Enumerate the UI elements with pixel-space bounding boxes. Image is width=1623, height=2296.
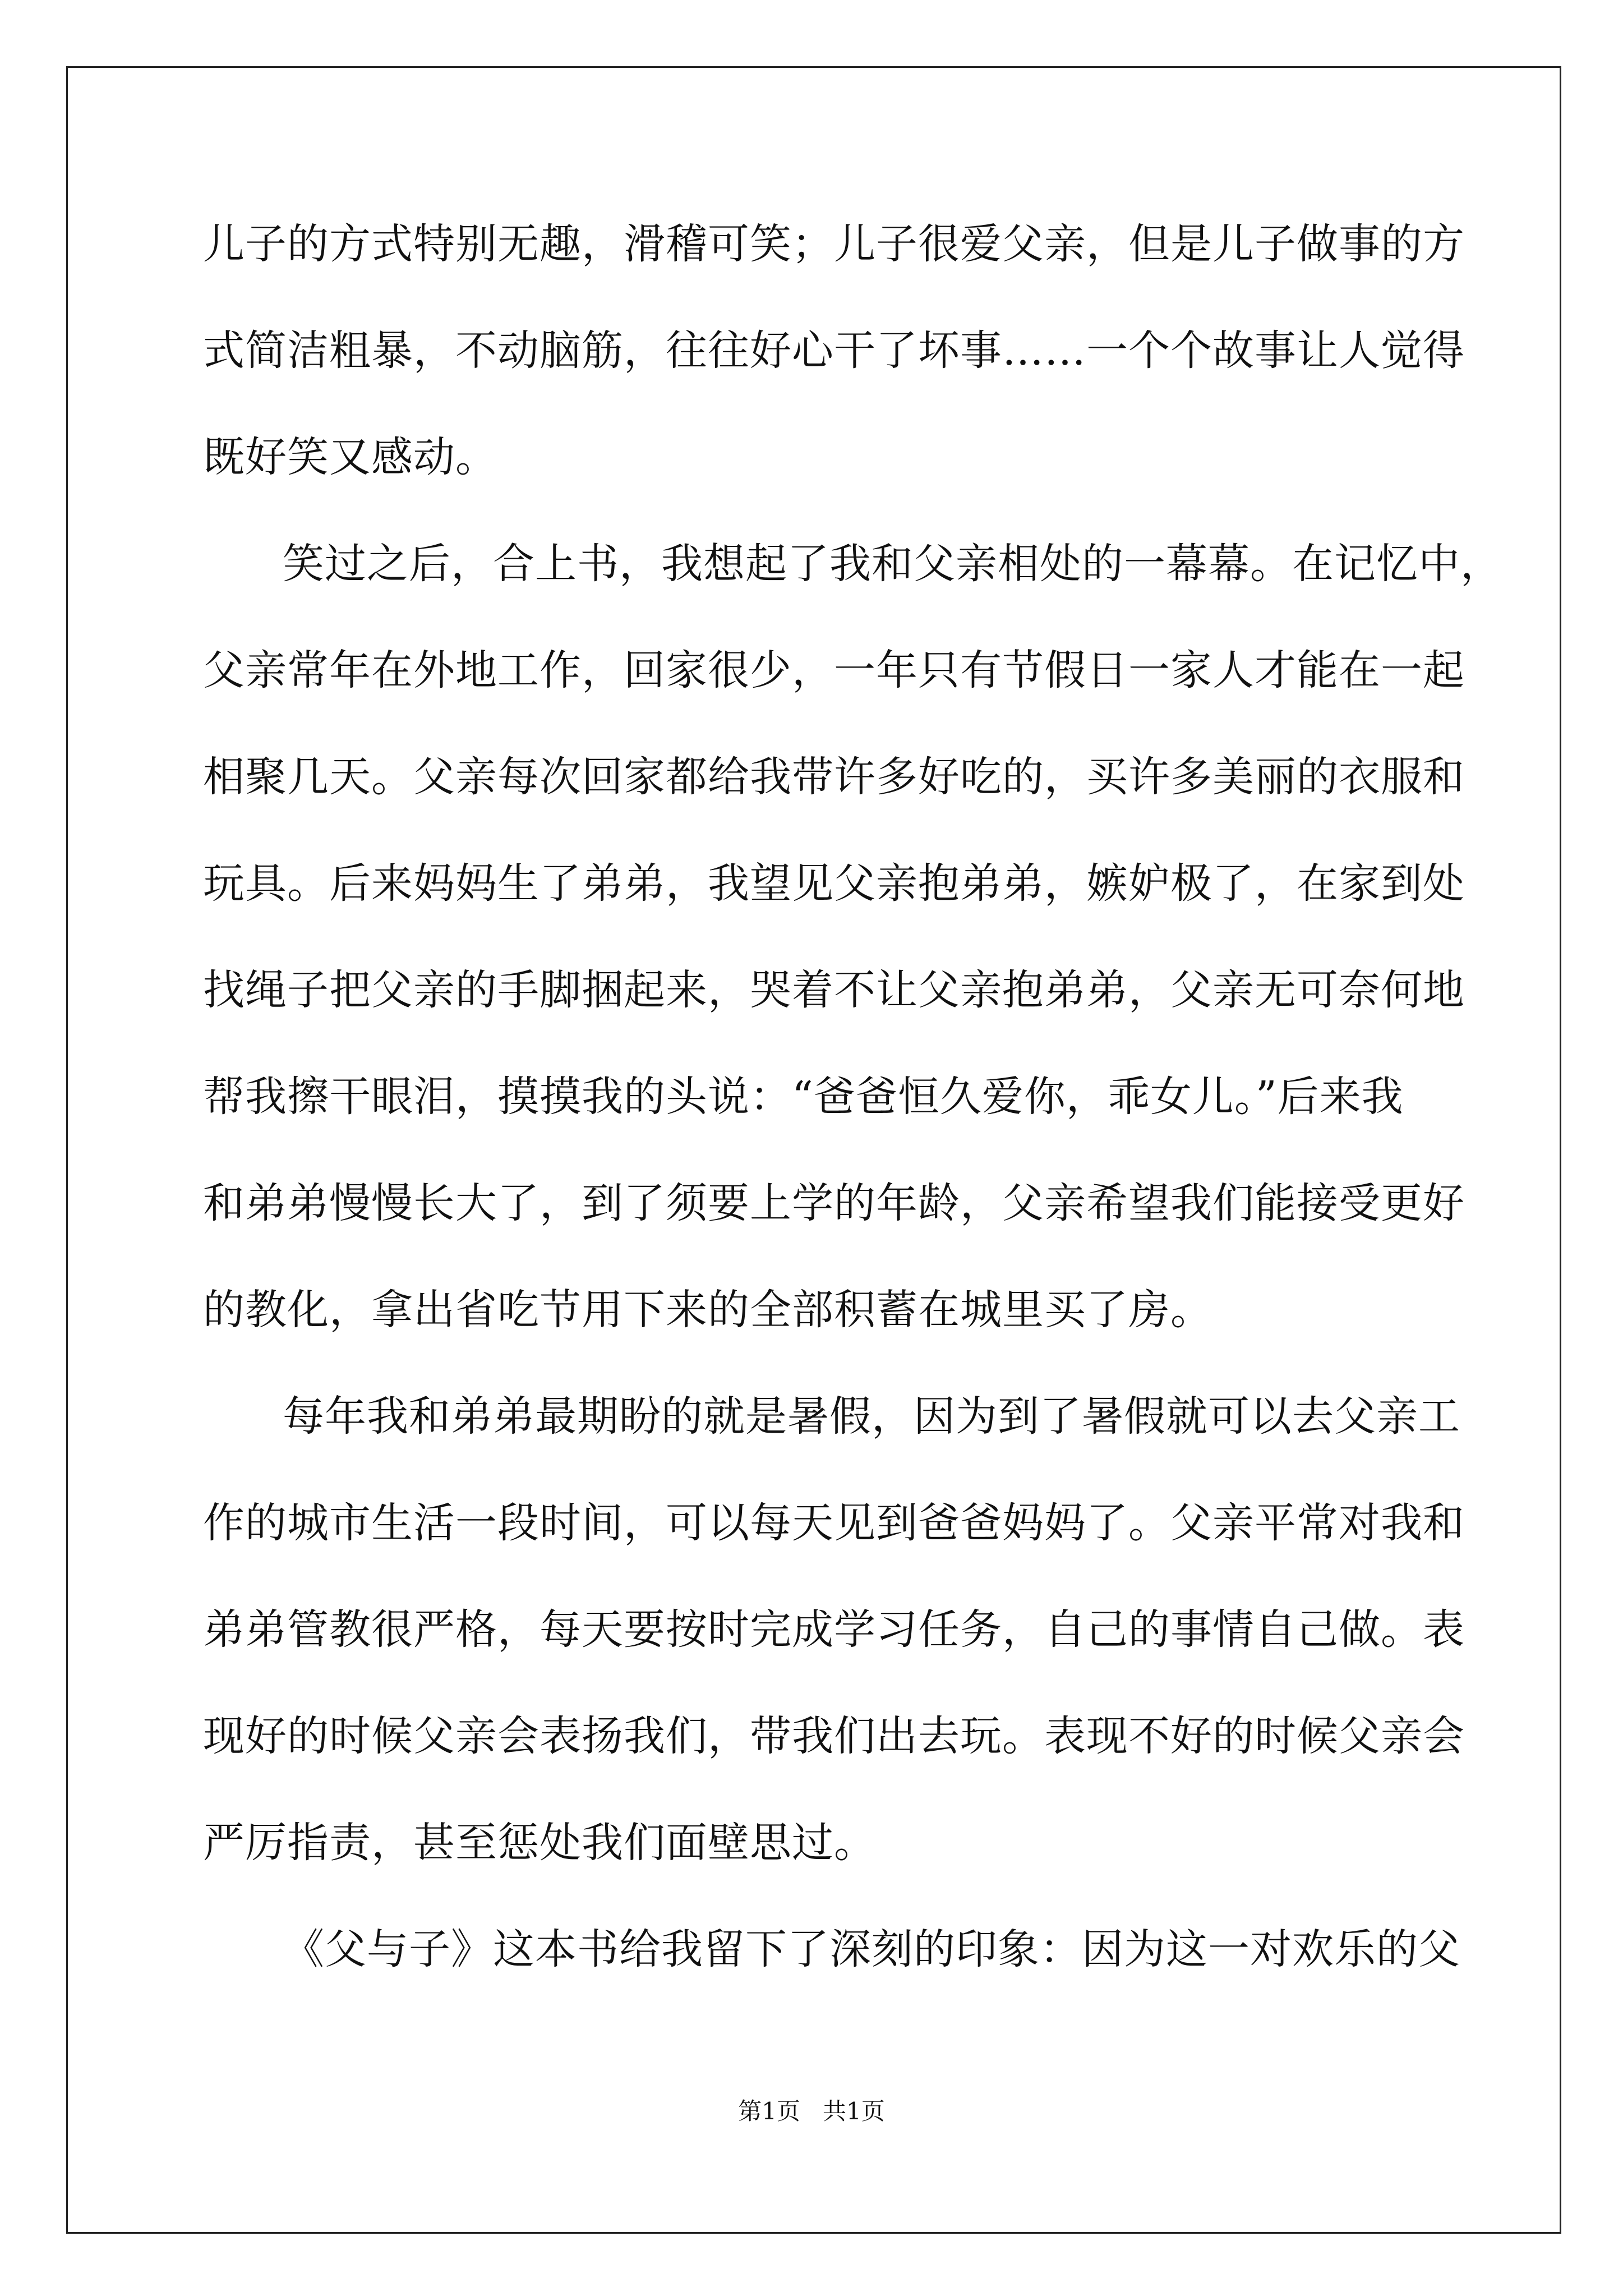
paragraph-first-line: 《父与子》这本书给我留下了深刻的印象：因为这一对欢乐的父	[283, 1925, 1460, 1973]
page-number-footer: 第1页 共1页	[738, 2097, 885, 2125]
text-line: 现好的时候父亲会表扬我们，带我们出去玩。表现不好的时候父亲会	[203, 1712, 1465, 1760]
text-line: 儿子的方式特别无趣，滑稽可笑；儿子很爱父亲，但是儿子做事的方	[203, 220, 1465, 268]
text-line: 作的城市生活一段时间，可以每天见到爸爸妈妈了。父亲平常对我和	[203, 1499, 1465, 1547]
text-line: 严厉指责，甚至惩处我们面壁思过。	[203, 1819, 876, 1867]
paragraph-first-line: 每年我和弟弟最期盼的就是暑假，因为到了暑假就可以去父亲工	[283, 1392, 1460, 1441]
text-line: 既好笑又感动。	[203, 433, 497, 481]
text-line: 帮我擦干眼泪，摸摸我的头说：“爸爸恒久爱你，乖女儿。”后来我	[203, 1073, 1404, 1121]
text-line: 玩具。后来妈妈生了弟弟，我望见父亲抱弟弟，嫉妒极了，在家到处	[203, 859, 1465, 908]
page-border	[66, 66, 1561, 2234]
text-line: 相聚几天。父亲每次回家都给我带许多好吃的，买许多美丽的衣服和	[203, 753, 1465, 801]
text-line: 和弟弟慢慢长大了，到了须要上学的年龄，父亲希望我们能接受更好	[203, 1179, 1465, 1227]
paragraph-first-line: 笑过之后，合上书，我想起了我和父亲相处的一幕幕。在记忆中，	[283, 540, 1502, 588]
text-line: 找绳子把父亲的手脚捆起来，哭着不让父亲抱弟弟，父亲无可奈何地	[203, 966, 1465, 1014]
text-line: 弟弟管教很严格，每天要按时完成学习任务，自己的事情自己做。表	[203, 1605, 1465, 1654]
text-line: 的教化，拿出省吃节用下来的全部积蓄在城里买了房。	[203, 1286, 1212, 1334]
text-line: 式简洁粗暴，不动脑筋，往往好心干了坏事……一个个故事让人觉得	[203, 326, 1465, 375]
text-line: 父亲常年在外地工作，回家很少，一年只有节假日一家人才能在一起	[203, 646, 1465, 694]
